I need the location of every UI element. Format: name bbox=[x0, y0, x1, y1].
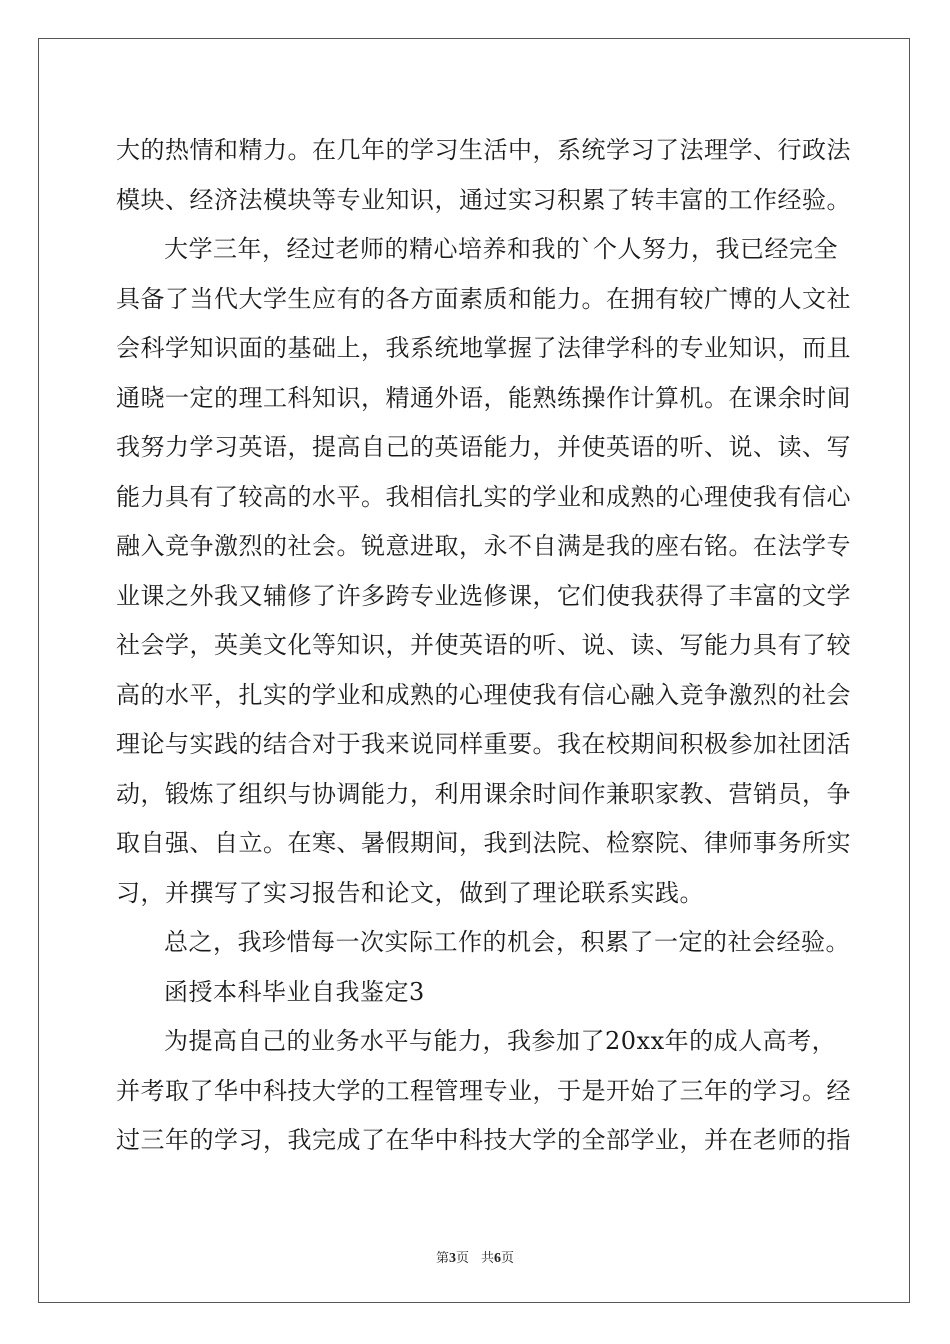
text-line: 总之，我珍惜每一次实际工作的机会，积累了一定的社会经验。 bbox=[164, 928, 850, 956]
text-line: 通晓一定的理工科知识，精通外语，能熟练操作计算机。在课余时间 bbox=[116, 383, 851, 412]
text-line: 取自强、自立。在寒、暑假期间，我到法院、检察院、律师事务所实 bbox=[116, 829, 851, 857]
text-line: 能力具有了较高的水平。我相信扎实的学业和成熟的心理使我有信心 bbox=[116, 482, 851, 511]
total-prefix: 共 bbox=[481, 1251, 495, 1266]
page-footer bbox=[0, 1247, 950, 1267]
text-line: 习，并撰写了实习报告和论文，做到了理论联系实践。 bbox=[116, 878, 704, 907]
text-line: 融入竞争激烈的社会。锐意进取，永不自满是我的座右铭。在法学专 bbox=[116, 532, 851, 560]
text-line: 动，锻炼了组织与协调能力，利用课余时间作兼职家教、营销员，争 bbox=[116, 779, 851, 808]
text-line: 模块、经济法模块等专业知识，通过实习积累了转丰富的工作经验。 bbox=[116, 185, 851, 214]
current-page-number: 3 bbox=[448, 1251, 456, 1266]
document-body bbox=[116, 126, 851, 1166]
text-line: 大的热情和精力。在几年的学习生活中，系统学习了法理学、行政法 bbox=[116, 136, 851, 164]
text-line: 理论与实践的结合对于我来说同样重要。我在校期间积极参加社团活 bbox=[116, 730, 851, 758]
text-line: 大学三年，经过老师的精心培养和我的`个人努力，我已经完全 bbox=[164, 235, 838, 263]
page-unit: 页 bbox=[455, 1251, 469, 1266]
section-heading: 函授本科毕业自我鉴定3 bbox=[164, 977, 425, 1006]
total-page-number: 6 bbox=[494, 1251, 502, 1266]
text-line: 会科学知识面的基础上，我系统地掌握了法律学科的专业知识，而且 bbox=[116, 334, 851, 362]
text-line: 我努力学习英语，提高自己的英语能力，并使英语的听、说、读、写 bbox=[116, 433, 851, 461]
page-prefix: 第 bbox=[435, 1251, 449, 1266]
text-line: 业课之外我又辅修了许多跨专业选修课，它们使我获得了丰富的文学 bbox=[116, 581, 851, 610]
total-unit: 页 bbox=[501, 1251, 515, 1266]
text-line: 社会学，英美文化等知识，并使英语的听、说、读、写能力具有了较 bbox=[116, 631, 851, 659]
text-line: 并考取了华中科技大学的工程管理专业，于是开始了三年的学习。经 bbox=[116, 1076, 851, 1105]
text-line: 具备了当代大学生应有的各方面素质和能力。在拥有较广博的人文社 bbox=[116, 284, 851, 313]
text-line: 为提高自己的业务水平与能力，我参加了20xx年的成人高考， bbox=[164, 1027, 837, 1055]
text-line: 过三年的学习，我完成了在华中科技大学的全部学业，并在老师的指 bbox=[116, 1126, 851, 1154]
text-line: 高的水平，扎实的学业和成熟的心理使我有信心融入竞争激烈的社会 bbox=[116, 680, 851, 709]
